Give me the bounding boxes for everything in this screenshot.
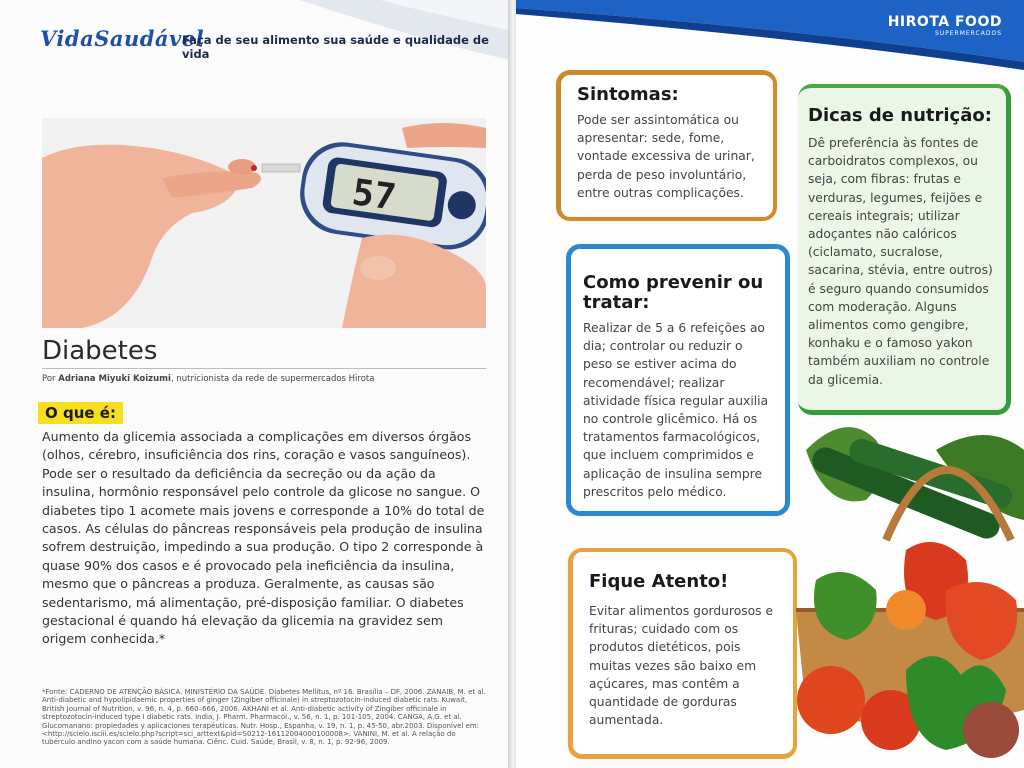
article-title: Diabetes bbox=[42, 336, 158, 366]
hero-photo-glucometer bbox=[42, 118, 486, 328]
right-page bbox=[516, 0, 1024, 768]
glucometer-illustration bbox=[42, 118, 486, 328]
card-sintomas-title: Sintomas: bbox=[577, 84, 679, 105]
card-atento-text: Evitar alimentos gordurosos e frituras; cuidado com os produtos dietéticos, pois muitas vezes são baixo em açúcares, mas contêm a quantidade de gorduras aumentada. bbox=[589, 604, 774, 728]
card-sintomas-text: Pode ser assintomática ou apresentar: sede, fome, vontade excessiva de urinar, perda de peso involuntário, entre outras complicações. bbox=[577, 113, 755, 200]
card-atento-title: Fique Atento! bbox=[589, 571, 729, 592]
vegetable-basket-photo bbox=[786, 410, 1024, 768]
meter-reading: 57 bbox=[349, 172, 399, 219]
brand-tagline: Faça de seu alimento sua saúde e qualidade de vida bbox=[182, 33, 489, 61]
card-dicas-nutricao bbox=[798, 84, 1011, 415]
footnote-references: *Fonte: CADERNO DE ATENÇÃO BÁSICA. MINISTÉRIO DA SAÚDE. Diabetes Mellitus, nº 16. Brasília – DF, 2006. ZANAIB, M. et al. Anti-diabetic and hypolipidaemic properties of ginger (Zingiber officinale) in streptozotocin-induced diabetic rats. Kuwait, British Journal of Nutrition, v. 96, n. 4, p. 660–666, 2006. AKHANI et al. Anti-diabetic activity of Zingiber officinale in streptozotocin-induced type I diabetic rats. India, J. Pharm. Pharmacol., v. 56, n. 1, p. 101-105, 2004. CANGA, A.G. et al. Glucomanano: propiedades y aplicaciones terapéuticas. Nutr. Hosp., Espanha, v. 19, n. 1, p. 45-50, abr.2003. Disponível em: <http://scielo.isciii.es/scielo.php?script=sci_arttext&pid=S0212-16112004000100008>. VANINI, M. et al. A relação do tubérculo andino yacon com a saúde humana. Ciênc. Cuid. Saúde, Brasil, v. 8, n. 1, p. 92-96, 2009. bbox=[42, 688, 486, 747]
logo-sub: SUPERMERCADOS bbox=[934, 30, 1002, 37]
vegetable-basket-illustration bbox=[786, 410, 1024, 768]
byline-author: Adriana Miyuki Koizumi bbox=[58, 374, 171, 384]
brand-logo: VidaSaudável bbox=[40, 26, 205, 51]
article-body: Aumento da glicemia associada a complicações em diversos órgãos (olhos, cérebro, insuficiência dos rins, coração e vasos sanguíneos). Pode ser o resultado da deficiência da secreção ou da ação da insulina, hormônio responsável pelo controle da glicose no sangue. O diabetes tipo 1 acomete mais jovens e corresponde a 10% do total de casos. As células do pâncreas responsáveis pela produção de insulina sofrem destruição, impedindo a sua produção. O tipo 2 corresponde à quase 90% dos casos e é provocado pela ineficiência da insulina, mesmo que o pâncreas a produza. Geralmente, as causas são sedentarismo, má alimentação, pré-disposição familiar. O diabetes gestacional é quando há elevação da glicemia na gravidez sem origem conhecida.* bbox=[42, 429, 485, 647]
card-prevenir-text: Realizar de 5 a 6 refeições ao dia; controlar ou reduzir o peso se estiver acima do recomendável; realizar atividade física regular auxilia no controle glicêmico. Há os tratamentos farmacológicos, que incluem comprimidos e aplicação de insulina sempre prescritos pelo médico. bbox=[583, 321, 769, 499]
card-prevenir-title: Como prevenir ou tratar: bbox=[583, 272, 764, 313]
byline bbox=[42, 374, 374, 384]
hirota-logo bbox=[888, 14, 1002, 37]
left-page bbox=[0, 0, 510, 768]
card-dicas-title: Dicas de nutrição: bbox=[808, 105, 992, 126]
logo-main: HIROTA FOOD bbox=[887, 14, 1002, 30]
card-sintomas bbox=[556, 70, 777, 221]
card-dicas-text: Dê preferência às fontes de carboidratos complexos, ou seja, com fibras: frutas e verduras, legumes, feijões e cereais integrais; utilizar adoçantes não calóricos (ciclamato, sucralose, sacarina, stévia, entre outros) é seguro quando consumidos com moderação. Alguns alimentos como gengibre, konhaku e o famoso yakon também auxiliam no controle da glicemia. bbox=[808, 136, 993, 387]
byline-prefix: Por bbox=[42, 374, 59, 384]
title-divider bbox=[42, 368, 486, 369]
card-como-prevenir bbox=[566, 244, 790, 516]
card-fique-atento bbox=[568, 548, 797, 759]
section-label-what-is: O que é: bbox=[38, 402, 123, 424]
byline-suffix: , nutricionista da rede de supermercados Hirota bbox=[170, 374, 375, 384]
